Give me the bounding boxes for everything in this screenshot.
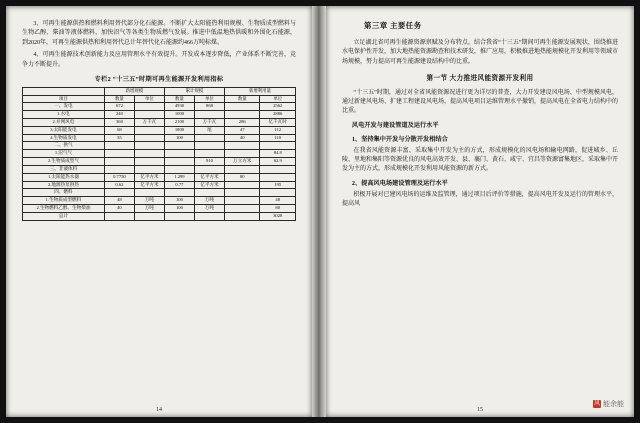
item-1-title: 1、坚持集中开发与分散开发相结合 [351, 135, 448, 143]
table-cell: 48 [260, 197, 296, 205]
table-group-header: 新增利用量 [224, 88, 295, 96]
table-cell [194, 134, 224, 142]
table-cell [134, 150, 164, 158]
right-page-number: 15 [477, 407, 483, 413]
table-row-label: 1.沼气气 [23, 150, 105, 158]
table-cell [194, 165, 224, 173]
table-cell: 亿平方米 [194, 181, 224, 189]
table-cell [194, 150, 224, 158]
table-row-label: 2.生物燃料乙醇、生物柴油 [23, 204, 105, 212]
watermark-logo-icon: 风 [593, 401, 600, 407]
table-cell [104, 142, 134, 150]
left-page [6, 6, 312, 417]
table-row-label: 1.水电 [23, 111, 105, 119]
table-cell: 4930 [164, 103, 194, 111]
table-row [23, 181, 296, 189]
table-cell: 112 [260, 126, 296, 134]
table-cell: 80 [224, 173, 259, 181]
table-row-label: 3.太阳能发电 [23, 126, 105, 134]
table-cell [134, 142, 164, 150]
table-cell [194, 212, 224, 220]
table-cell: 万吨 [194, 204, 224, 212]
table-cell: 100 [164, 134, 194, 142]
table-cell [224, 142, 259, 150]
table-cell: 亿千瓦时 [260, 119, 296, 127]
table-row-label: 总计 [23, 212, 105, 220]
table-cell [224, 165, 259, 173]
table-cell: 亿平方米 [134, 181, 164, 189]
table-row [23, 165, 296, 173]
table-cell: 80 [260, 204, 296, 212]
left-paragraph-1: 3、可再生能源供热和燃料利用替代部分化石能源。不断扩大太阳能热利用规模、生物质成型燃料与生物乙醇、柴油等液体燃料，加快沼气等各类生物质燃气发展。推进中低温地热供暖和外围化石能源，到2020年，可再生能源供热和利用替代总计年替代化石能源约466万吨标煤。 [22, 21, 296, 46]
table-column-header: 项目 [23, 95, 105, 103]
table-row [23, 150, 296, 158]
item-2-body: 积极开展对已建风电场的运维及监管理，通过项目后评价等措施，提高风电开发及运行的管理水平，提高风 [342, 191, 618, 208]
table-row [23, 134, 296, 142]
table-cell: 84.8 [260, 150, 296, 158]
table-cell: 240 [104, 111, 134, 119]
table-row [23, 103, 296, 111]
table-column-header: 单位 [134, 95, 164, 103]
table-cell [164, 189, 194, 197]
table-cell: 2562 [260, 103, 296, 111]
table-row-label: 2.并网风电 [23, 119, 105, 127]
table-row-label: 四、燃料 [23, 189, 105, 197]
table-cell: 100 [164, 197, 194, 205]
table-cell [134, 111, 164, 119]
table-cell: 0.62 [104, 181, 134, 189]
table-row-label: 1.生物质成型燃料 [23, 197, 105, 205]
watermark-text: 能余能 [603, 401, 624, 408]
table-cell: 2100 [164, 119, 194, 127]
table-row [23, 119, 296, 127]
table-row-label: 4.生物质发电 [23, 134, 105, 142]
table-cell: 110 [260, 134, 296, 142]
table-cell: 910 [194, 158, 224, 166]
table-row [23, 142, 296, 150]
table-cell [260, 189, 296, 197]
table-cell [194, 111, 224, 119]
table-cell [260, 142, 296, 150]
table-cell [224, 204, 259, 212]
table-row [23, 204, 296, 212]
table-cell: 48 [104, 197, 134, 205]
table-row-label: 二、供气 [23, 142, 105, 150]
item-1-body: 在我省风能资源丰富、采取集中开发为主的方式，形成规模化的风电场和输电网路，促进城乡、丘陵、里地和集阳等资源优良的风电高效开发、县、襄门、黄石、咸宁、宜昌等资源富集地区，采取集中开发为主的方式，形成规模化开发利用风能资源的新方式。 [342, 147, 619, 173]
table-cell: 万千瓦 [134, 119, 164, 127]
table-column-header: 数量 [224, 95, 259, 103]
table-cell [224, 150, 259, 158]
table-cell: 3028 [260, 212, 296, 220]
table-row [23, 111, 296, 119]
left-paragraph-2: 4、可再生能源技术创新能力及应用管理水平有效提升。开发成本逐步降低，产业体系不断完善，竞争力不断提升。 [22, 52, 296, 68]
table-cell [104, 158, 134, 166]
table-cell: 286 [224, 119, 259, 127]
table-cell [104, 212, 134, 220]
table-cell: 万吨 [194, 197, 224, 205]
table-row [23, 189, 296, 197]
table-row-label: 三、非液体料 [23, 165, 105, 173]
book-gutter [312, 6, 326, 417]
table-row-label: 一、发电 [23, 103, 105, 111]
table-row [23, 126, 296, 134]
table-cell [164, 212, 194, 220]
table-cell [224, 189, 259, 197]
table-cell [134, 212, 164, 220]
table-cell [134, 158, 164, 166]
table-column-header: 单位 [260, 95, 296, 103]
table-cell: 万吨 [134, 197, 164, 205]
table-cell [134, 126, 164, 134]
table-cell: 万吨 [134, 204, 164, 212]
table-cell: 62.9 [260, 158, 296, 166]
table-cell [104, 189, 134, 197]
table-cell: 35 [104, 134, 134, 142]
table-column-header: 数量 [164, 95, 194, 103]
table-cell: 亿平方米 [134, 173, 164, 181]
table-row [23, 158, 296, 166]
table-cell [194, 189, 224, 197]
table-cell: 1800 [164, 126, 194, 134]
table-cell [224, 181, 259, 189]
left-page-number: 14 [156, 407, 162, 413]
table-group-header: 新增规模 [104, 88, 164, 96]
table-cell [134, 134, 164, 142]
table-cell: 360 [104, 119, 134, 127]
table-cell: 尾 [194, 126, 224, 134]
table-header-groups [23, 88, 296, 96]
table-cell [134, 103, 164, 111]
right-intro-paragraph: 立足湖北省可再生能源资源禀赋及分布特点，结合我省“十三五”期间可再生能源发展现状，围绕推进水电保护性开发，加大地热能资源勘查和技术研发，推广应用，积极推进地热能规模化开发利用等领域市场规模，努力提高可再生能源建设结构中的比重。 [342, 39, 619, 65]
table-cell: 40 [224, 134, 259, 142]
table-cell [224, 197, 259, 205]
section-paragraph: “十三五”时期，通过对全省风能资源况进行更为详尽的普查，大力开发建设风电场、中型规模风电，通过新建风电场、扩建工程建设风电场，提高风电项目运维管理水平撤销，提高风电在全省电力结构中的比重。 [342, 89, 619, 115]
table-cell: 100 [164, 204, 194, 212]
table-cell [164, 150, 194, 158]
table-row [23, 197, 296, 205]
right-page [326, 6, 634, 417]
table-column-header: 单位 [194, 95, 224, 103]
table-row-label: 2.地源热泵供热 [23, 181, 105, 189]
table-title: 专栏2 “十三五”时期可再生能源开发利用指标 [94, 76, 224, 84]
table-cell [164, 142, 194, 150]
table-cell: 万立方米 [224, 158, 259, 166]
table-row-label: 2.生物质成型气 [23, 158, 105, 166]
table-cell: 868 [194, 103, 224, 111]
table-row [23, 173, 296, 181]
table-cell [164, 158, 194, 166]
table-group-header: 累计规模 [164, 88, 224, 96]
table-cell: 0.77 [164, 181, 194, 189]
section-title: 第一节 大力推进风能资源开发利用 [426, 75, 534, 83]
table-cell [104, 150, 134, 158]
table-cell: 47 [224, 126, 259, 134]
table-cell: 68 [104, 126, 134, 134]
table-cell [260, 173, 296, 181]
table-cell: 1.299 [164, 173, 194, 181]
table-header-row [23, 95, 296, 103]
watermark [593, 399, 624, 409]
table-cell: 万千瓦 [194, 119, 224, 127]
table-cell [224, 212, 259, 220]
table-row [23, 212, 296, 220]
table-cell [134, 165, 164, 173]
table-cell [224, 111, 259, 119]
table-cell: 亿平方米 [194, 173, 224, 181]
table-cell: 0.7750 [104, 173, 134, 181]
subsection-title: 风电开发与建设管道及运行水平 [351, 121, 439, 129]
table-cell [104, 165, 134, 173]
table-cell: 2886 [260, 111, 296, 119]
item-2-title: 2、提高风电场建设管理及运行水平 [351, 179, 448, 187]
table-group-header [23, 88, 105, 96]
table-cell: 672 [104, 103, 134, 111]
table-cell: 1000 [164, 111, 194, 119]
table-cell: 195 [260, 181, 296, 189]
table-cell: 40 [104, 204, 134, 212]
table-cell [260, 165, 296, 173]
table-cell [164, 165, 194, 173]
table-cell [134, 189, 164, 197]
table-cell [194, 142, 224, 150]
chapter-title: 第三章 主要任务 [364, 21, 422, 30]
renewable-energy-table [22, 87, 296, 220]
table-cell [224, 103, 259, 111]
table-column-header: 数量 [104, 95, 134, 103]
table-row-label: 1.太阳能热水器 [23, 173, 105, 181]
